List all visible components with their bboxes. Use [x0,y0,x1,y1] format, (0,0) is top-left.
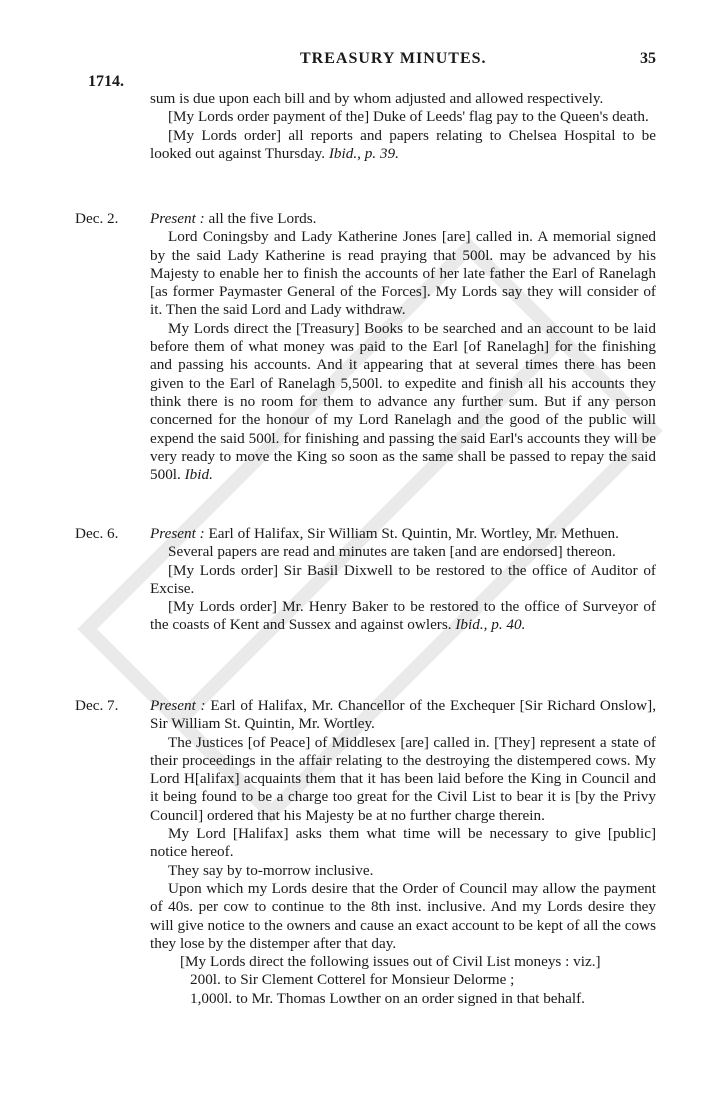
present-text: Earl of Halifax, Sir William St. Quintin, Mr. Wortley, Mr. Methuen. [208,525,619,542]
year-marker: 1714. [88,73,124,90]
issues-heading: [My Lords direct the following issues out of Civil List moneys : viz.] [180,953,601,971]
intro-paragraph [150,127,656,164]
intro-paragraph-text: [My Lords order] all reports and papers relating to Chelsea Hospital to be looked out against Thursday. [150,126,656,162]
present-label: Present : [150,210,205,227]
issue-item: 200l. to Sir Clement Cotterel for Monsieur Delorme ; [190,971,515,989]
entry-paragraph-text: My Lords direct the [Treasury] Books to be searched and an account to be laid before them of what money was paid to the Earl [of Ranelagh] for the finishing and passing his accounts. And it appearing that at several times there has been given to the Earl of Ranelagh 5,500l. to expedite and finish all his accounts they think there is no room for them to advance any further sum. But if any person concerned for the honour of my Lord Ranelagh and the good of the public will expend the said 500l. for finishing and passing the said Earl's accounts they will be very ready to move the King so soon as the same shall be passed to repay the said 500l. [150,319,656,484]
entry-date: Dec. 2. [75,210,119,227]
present-line [150,525,656,543]
entry-paragraph: They say by to-morrow inclusive. [168,861,374,879]
running-head: TREASURY MINUTES. [300,50,487,67]
intro-reference: Ibid., p. 39. [328,144,399,162]
intro-paragraph: sum is due upon each bill and by whom adjusted and allowed respectively. [150,90,604,107]
present-label: Present : [150,697,206,714]
entry-paragraph: Lord Coningsby and Lady Katherine Jones [are] called in. A memorial signed by the said Lady Katherine is read praying that 500l. may be advanced by his Majesty to enable her to finish the accounts of her late father the Earl of Ranelagh [as former Paymaster General of the Forces]. My Lords say they will consider of it. Then the said Lord and Lady withdraw. [150,228,656,319]
entry-paragraph [150,598,656,635]
entry-date: Dec. 7. [75,697,119,714]
entry-paragraph: Several papers are read and minutes are taken [and are endorsed] thereon. [168,543,616,561]
entry-paragraph-text: [My Lords order] Mr. Henry Baker to be restored to the office of Surveyor of the coasts of Kent and Sussex and against owlers. [150,598,656,634]
entry-paragraph: The Justices [of Peace] of Middlesex [are] called in. [They] represent a state of their proceedings in the affair relating to the destroying the distempered cows. My Lord H[alifax] acquaints them that it has been laid before the King in Council and it being found to be a charge too great for the Civil List to bear it is [by the Privy Council] ordered that his Majesty be at no further charge therein. [150,733,656,824]
present-line [150,697,656,734]
entry-paragraph: [My Lords order] Sir Basil Dixwell to be restored to the office of Auditor of Excise. [150,561,656,597]
entry-paragraph: My Lord [Halifax] asks them what time will be necessary to give [public] notice hereof. [150,825,656,861]
entry-reference: Ibid., p. 40. [455,616,526,634]
present-text: Earl of Halifax, Mr. Chancellor of the Exchequer [Sir Richard Onslow], Sir William St. Quintin, Mr. Wortley. [150,697,657,733]
page-number: 35 [640,50,656,67]
entry-date: Dec. 6. [75,525,119,542]
entry-paragraph [150,320,656,485]
entry-paragraph: Upon which my Lords desire that the Order of Council may allow the payment of 40s. per cow to continue to the 8th inst. inclusive. And my Lords desire they will give notice to the owners and cause an exact account to be kept of all the cows they lose by the distemper after that day. [150,879,656,952]
page-header [0,50,728,74]
present-label: Present : [150,525,205,542]
present-line [150,210,656,228]
entry-reference: Ibid. [184,466,213,484]
issue-item: 1,000l. to Mr. Thomas Lowther on an order signed in that behalf. [190,989,585,1007]
present-text: all the five Lords. [208,210,317,227]
intro-paragraph: [My Lords order payment of the] Duke of Leeds' flag pay to the Queen's death. [168,108,649,126]
